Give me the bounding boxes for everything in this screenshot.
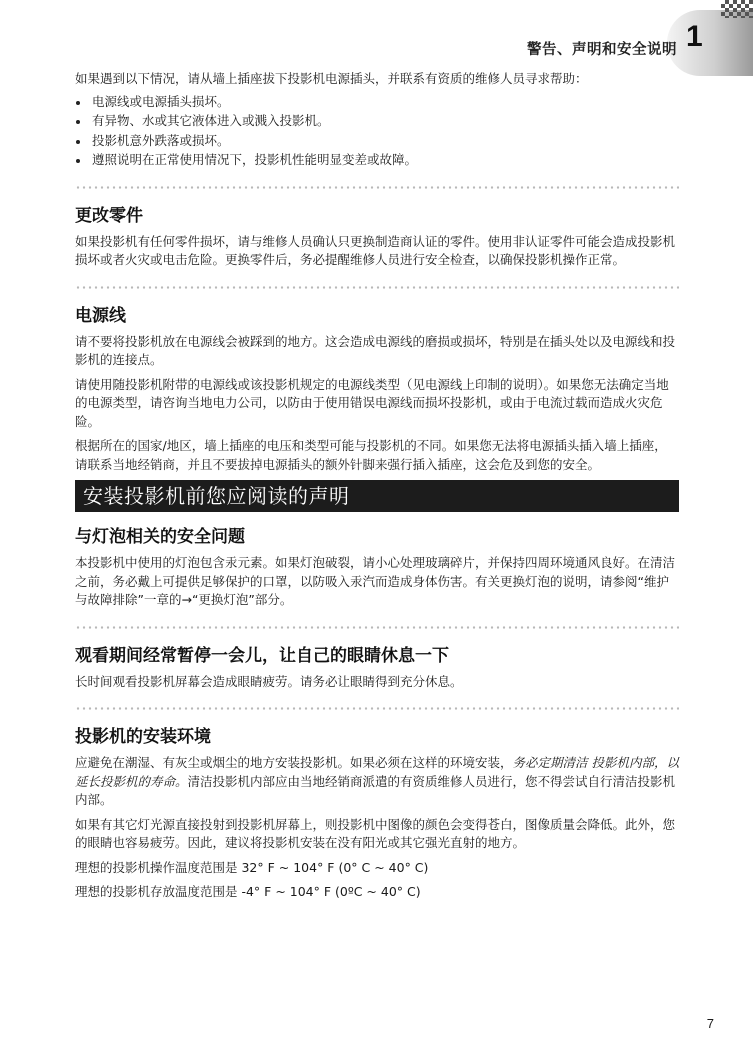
list-item: 遵照说明在正常使用情况下，投影机性能明显变差或故障。 bbox=[75, 150, 679, 170]
power-cord-paragraph: 根据所在的国家/地区，墙上插座的电压和类型可能与投影机的不同。如果您无法将电源插头插入墙上插座，请联系当地经销商，并且不要拔掉电源插头的额外针脚来强行插入插座，这会危及到您的安全。 bbox=[75, 438, 667, 472]
list-item: 有异物、水或其它液体进入或溅入投影机。 bbox=[75, 111, 679, 131]
chapter-number: 1 bbox=[686, 20, 703, 53]
list-item: 电源线或电源插头损坏。 bbox=[75, 92, 679, 112]
section-banner: 安装投影机前您应阅读的声明 bbox=[75, 480, 679, 512]
page-content bbox=[75, 70, 679, 902]
page-number: 7 bbox=[706, 1016, 714, 1031]
chapter-tab bbox=[667, 10, 753, 76]
environment-text: 应避免在潮湿、有灰尘或烟尘的地方安装投影机。如果必须在这样的环境安装， bbox=[75, 755, 513, 770]
dotted-divider bbox=[75, 286, 679, 289]
section-heading-lamp-safety: 与灯泡相关的安全问题 bbox=[75, 527, 245, 547]
chapter-title: 警告、声明和安全说明 bbox=[527, 42, 677, 58]
intro-bullet-list bbox=[75, 92, 679, 170]
list-item: 投影机意外跌落或损坏。 bbox=[75, 131, 679, 151]
environment-text: 清洁投影机内部应由当地经销商派遣的有资质维修人员进行，您不得尝试自行清洁投影机内部。 bbox=[75, 773, 676, 807]
power-cord-paragraph: 请不要将投影机放在电源线会被踩到的地方。这会造成电源线的磨损或损坏，特别是在插头处以及电源线和投影机的连接点。 bbox=[75, 333, 676, 367]
dotted-divider bbox=[75, 626, 679, 629]
dotted-divider bbox=[75, 707, 679, 710]
storage-temperature: 理想的投影机存放温度范围是 -4° F ~ 104° F (0ºC ~ 40° C) bbox=[75, 884, 421, 899]
section-heading-power-cord: 电源线 bbox=[75, 305, 126, 326]
environment-paragraph-2: 如果有其它灯光源直接投射到投影机屏幕上，则投影机中图像的颜色会变得苍白，图像质量会降低。此外，您的眼睛也容易疲劳。因此，建议将投影机安装在没有阳光或其它强光直射的地方。 bbox=[75, 816, 676, 850]
replacement-parts-text: 如果投影机有任何零件损坏，请与维修人员确认只更换制造商认证的零件。使用非认证零件可能会造成投影机损坏或者火灾或电击危险。更换零件后，务必提醒维修人员进行安全检查，以确保投影机操作正常。 bbox=[75, 233, 676, 267]
checker-decoration bbox=[721, 0, 753, 18]
section-heading-eye-rest: 观看期间经常暂停一会儿，让自己的眼睛休息一下 bbox=[75, 645, 449, 666]
lamp-safety-text: 本投影机中使用的灯泡包含汞元素。如果灯泡破裂，请小心处理玻璃碎片，并保持四周环境通风良好。在清洁之前，务必戴上可提供足够保护的口罩，以防吸入汞汽而造成身体伤害。有关更换灯泡的说明，请参阅“维护与故障排除”一章的→“更换灯泡”部分。 bbox=[75, 555, 676, 607]
environment-paragraph-1 bbox=[75, 754, 679, 810]
dotted-divider bbox=[75, 186, 679, 189]
power-cord-paragraph: 请使用随投影机附带的电源线或该投影机规定的电源线类型（见电源线上印制的说明）。如果您无法确定当地的电源类型，请咨询当地电力公司，以防由于使用错误电源线而损坏投影机，或由于电流过载而造成火灾危险。 bbox=[75, 376, 669, 429]
environment-emphasis: 务必定期清洁 投影机内部，以延长投影机的寿命。 bbox=[75, 755, 679, 789]
section-heading-environment: 投影机的安装环境 bbox=[75, 727, 211, 747]
operating-temperature: 理想的投影机操作温度范围是 32° F ~ 104° F (0° C ~ 40° C) bbox=[75, 859, 429, 875]
eye-rest-text: 长时间观看投影机屏幕会造成眼睛疲劳。请务必让眼睛得到充分休息。 bbox=[75, 673, 463, 689]
intro-text: 如果遇到以下情况，请从墙上插座拔下投影机电源插头，并联系有资质的维修人员寻求帮助： bbox=[75, 71, 588, 86]
section-heading-replacement-parts: 更改零件 bbox=[75, 205, 143, 226]
